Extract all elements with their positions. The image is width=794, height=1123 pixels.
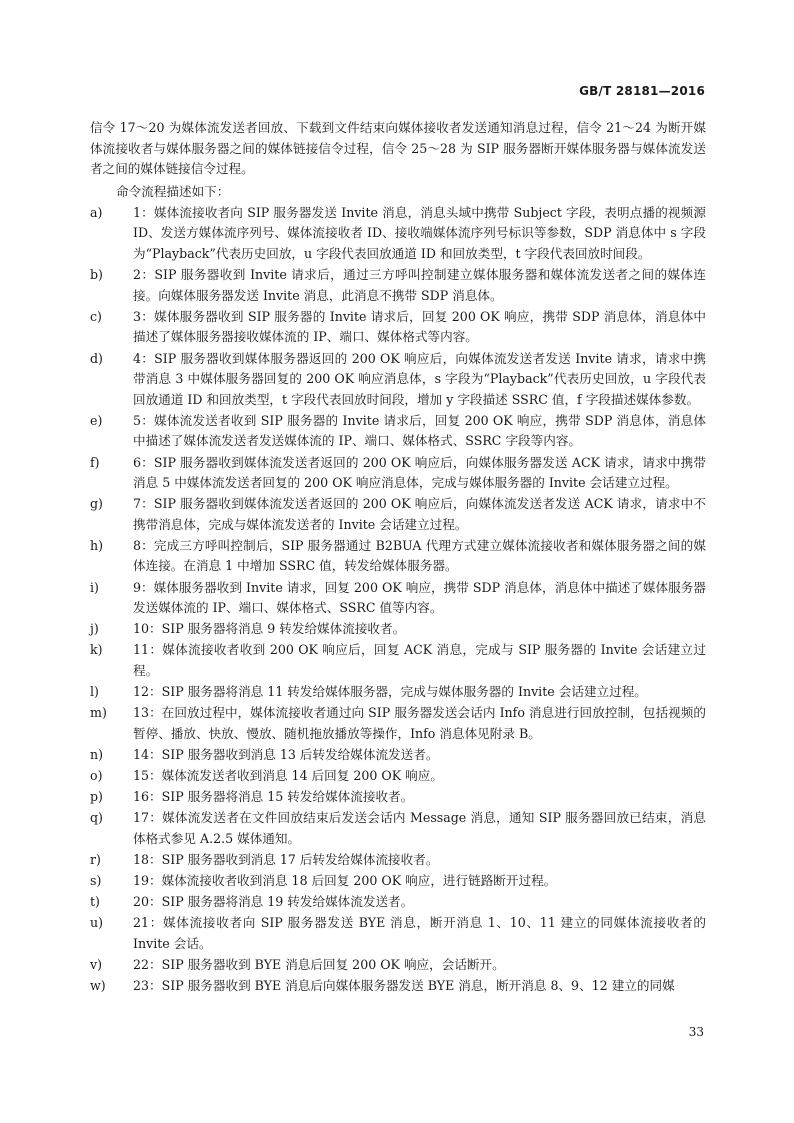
- intro-paragraph: 信令 17～20 为媒体流发送者回放、下载到文件结束向媒体接收者发送通知消息过程，信令 21～24 为断开媒体流接收者与媒体服务器之间的媒体链接信令过程，信令 25～28 为 SIP 服务器断开媒体服务器与媒体流发送者之间的媒体链接信令过程。: [90, 120, 706, 177]
- item-text: 19：媒体流接收者收到消息 18 后回复 200 OK 响应，进行链路断开过程。: [133, 872, 557, 888]
- list-item: [90, 808, 706, 849]
- list-item: [90, 494, 706, 535]
- list-item: [90, 955, 706, 976]
- item-marker: s): [90, 872, 102, 888]
- item-text: 20：SIP 服务器将消息 19 转发给媒体流发送者。: [133, 893, 414, 909]
- list-item: [90, 349, 706, 411]
- item-marker: d): [90, 350, 103, 366]
- item-text: 17：媒体流发送者在文件回放结束后发送会话内 Message 消息，通知 SIP 服务器回放已结束，消息体格式参见 A.2.5 媒体通知。: [133, 810, 706, 846]
- item-text: 7：SIP 服务器收到媒体流发送者返回的 200 OK 响应后，向媒体流发送者发送 ACK 请求，请求中不携带消息体，完成与媒体流发送者的 Invite 会话建立过程。: [133, 496, 706, 532]
- item-text: 22：SIP 服务器收到 BYE 消息后回复 200 OK 响应，会话断开。: [133, 956, 505, 972]
- item-text: 3：媒体服务器收到 SIP 服务器的 Invite 请求后，回复 200 OK 响应，携带 SDP 消息体，消息体中描述了媒体服务器接收媒体流的 IP、端口、媒体格式等内容。: [133, 308, 707, 345]
- item-text: 10：SIP 服务器将消息 9 转发给媒体流接收者。: [133, 621, 406, 637]
- lead-in-paragraph: 命令流程描述如下：: [116, 183, 230, 199]
- list-item: [90, 913, 706, 954]
- item-text: 15：媒体流发送者收到消息 14 后回复 200 OK 响应。: [133, 767, 443, 783]
- item-marker: w): [90, 977, 106, 993]
- list-item: [90, 703, 706, 744]
- item-marker: t): [90, 893, 100, 909]
- item-marker: m): [90, 705, 107, 721]
- item-text: 16：SIP 服务器将消息 15 转发给媒体流接收者。: [133, 789, 414, 804]
- list-item: [90, 892, 706, 913]
- item-marker: l): [90, 684, 99, 700]
- item-text: 11：媒体流接收者收到 200 OK 响应后，回复 ACK 消息，完成与 SIP 服务器的 Invite 会话建立过程。: [133, 642, 706, 678]
- item-marker: j): [90, 621, 99, 637]
- list-item: [90, 307, 706, 348]
- item-text: 4：SIP 服务器收到媒体服务器返回的 200 OK 响应后，向媒体流发送者发送 Invite 请求，请求中携带消息 3 中媒体服务器回复的 200 OK 响应消息体，s 字段为“Playback”代表历史回放，u 字段代表回放通道 ID 和回放类型，t 字段代表回放时间段，增加 y 字段描述 SSRC 值，f 字段描述媒体参数。: [133, 350, 706, 407]
- item-text: 13：在回放过程中，媒体流接收者通过向 SIP 服务器发送会话内 Info 消息进行回放控制，包括视频的暂停、播放、快放、慢放、随机拖放播放等操作，Info 消息体见附录 B。: [133, 705, 706, 741]
- list-item: [90, 536, 706, 577]
- item-marker: u): [90, 915, 104, 931]
- item-marker: o): [90, 767, 103, 783]
- item-marker: p): [90, 789, 103, 804]
- list-item: [90, 453, 706, 494]
- item-marker: h): [90, 537, 104, 553]
- item-text: 9：媒体服务器收到 Invite 请求，回复 200 OK 响应，携带 SDP 消息体，消息体中描述了媒体服务器发送媒体流的 IP、端口、媒体格式、SSRC 值等内容。: [133, 579, 706, 616]
- item-marker: a): [90, 204, 103, 220]
- item-text: 2：SIP 服务器收到 Invite 请求后，通过三方呼叫控制建立媒体服务器和媒体流发送者之间的媒体连接。向媒体服务器发送 Invite 消息，此消息不携带 SDP 消息体。: [133, 267, 706, 303]
- list-item: [90, 411, 706, 452]
- list-item: [90, 787, 706, 808]
- item-marker: q): [90, 810, 103, 826]
- item-text: 21：媒体流接收者向 SIP 服务器发送 BYE 消息，断开消息 1、10、11 建立的同媒体流接收者的 Invite 会话。: [133, 915, 706, 951]
- list-item: [90, 850, 706, 871]
- standard-code: GB/T 28181—2016: [579, 84, 705, 98]
- item-text: 6：SIP 服务器收到媒体流发送者返回的 200 OK 响应后，向媒体服务器发送 ACK 请求，请求中携带消息 5 中媒体流发送者回复的 200 OK 响应消息体，完成与媒体服务器的 Invite 会话建立过程。: [133, 454, 706, 491]
- list-item: [90, 265, 706, 306]
- list-item: [90, 203, 706, 265]
- item-marker: c): [90, 308, 102, 324]
- item-marker: r): [90, 851, 101, 867]
- item-text: 5：媒体流发送者收到 SIP 服务器的 Invite 请求后，回复 200 OK 响应，携带 SDP 消息体，消息体中描述了媒体流发送者发送媒体流的 IP、端口、媒体格式、SSRC 字段等内容。: [133, 412, 706, 449]
- item-marker: f): [90, 454, 100, 470]
- item-text: 18：SIP 服务器收到消息 17 后转发给媒体流接收者。: [133, 851, 439, 867]
- list-item: [90, 578, 706, 619]
- list-item: [90, 745, 706, 766]
- item-marker: g): [90, 496, 103, 512]
- item-text: 1：媒体流接收者向 SIP 服务器发送 Invite 消息，消息头域中携带 Subject 字段，表明点播的视频源 ID、发送方媒体流序列号、媒体流接收者 ID、接收端媒体流序列号标识等参数，SDP 消息体中 s 字段为“Playback”代表历史回放，u 字段代表回放通道 ID 和回放类型，t 字段代表回放时间段。: [133, 204, 706, 262]
- item-marker: k): [90, 642, 103, 658]
- list-item: [90, 871, 706, 892]
- page-number: 33: [688, 1025, 704, 1039]
- item-marker: i): [90, 579, 99, 595]
- list-item: [90, 766, 706, 787]
- item-marker: v): [90, 956, 103, 972]
- command-flow-list: [90, 203, 706, 997]
- item-marker: b): [90, 267, 103, 283]
- list-item: [90, 976, 706, 997]
- item-text: 8：完成三方呼叫控制后，SIP 服务器通过 B2BUA 代理方式建立媒体流接收者和媒体服务器之间的媒体连接。在消息 1 中增加 SSRC 值，转发给媒体服务器。: [133, 537, 706, 574]
- list-item: [90, 640, 706, 681]
- item-text: 12：SIP 服务器将消息 11 转发给媒体服务器，完成与媒体服务器的 Invite 会话建立过程。: [133, 684, 647, 700]
- list-item: [90, 619, 706, 640]
- list-item: [90, 682, 706, 703]
- item-marker: n): [90, 746, 104, 762]
- item-text: 14：SIP 服务器收到消息 13 后转发给媒体流发送者。: [133, 746, 439, 762]
- document-body: [90, 118, 706, 996]
- item-marker: e): [90, 412, 103, 428]
- item-text: 23：SIP 服务器收到 BYE 消息后向媒体服务器发送 BYE 消息，断开消息 8、9、12 建立的同媒: [133, 977, 675, 993]
